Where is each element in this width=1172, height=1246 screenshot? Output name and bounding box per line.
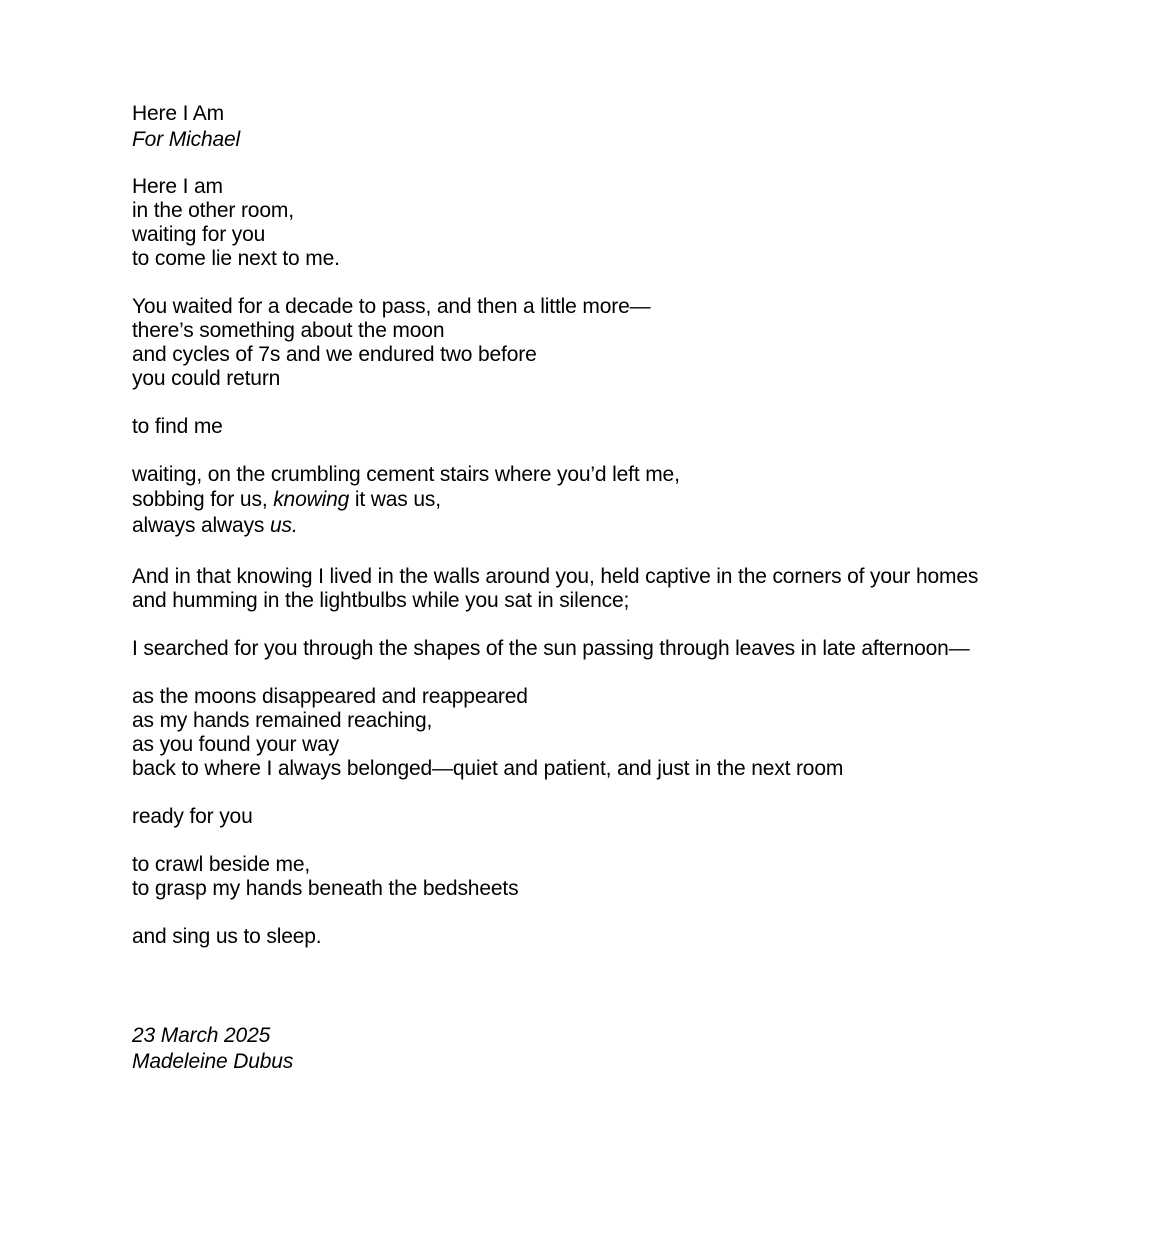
stanza-5 [132,565,1132,613]
poem-line: as you found your way [132,733,339,756]
stanza-4 [132,463,1132,539]
poem-line: You waited for a decade to pass, and then a little more— [132,295,651,318]
poem-line: to find me [132,415,223,438]
poem-heading [132,101,1132,153]
poem-line: And in that knowing I lived in the walls around you, held captive in the corners of your homes [132,565,979,588]
signature-block [132,1023,1132,1075]
stanza-2 [132,295,1132,391]
poem-author: Madeleine Dubus [132,1050,294,1073]
poem-line: back to where I always belonged—quiet and patient, and just in the next room [132,757,844,780]
poem-line: ready for you [132,805,253,828]
stanza-9 [132,853,1132,901]
line-text: sobbing for us, [132,488,274,511]
poem-line: and cycles of 7s and we endured two before [132,343,537,366]
poem-line: I searched for you through the shapes of the sun passing through leaves in late afternoon— [132,637,970,660]
poem-page [132,101,1132,1075]
poem-line: to grasp my hands beneath the bedsheets [132,877,519,900]
emphasis-text: us. [269,514,298,537]
stanza-8 [132,805,1132,829]
poem-line [132,487,1132,513]
line-text: always always [132,514,270,537]
poem-line: and sing us to sleep. [132,925,322,948]
poem-title: Here I Am [132,102,225,125]
poem-line: to crawl beside me, [132,853,311,876]
stanza-10 [132,925,1132,949]
poem-line: waiting for you [132,223,266,246]
poem-line: Here I am [132,175,223,198]
poem-line [132,513,1132,539]
poem-line: in the other room, [132,199,294,222]
stanza-7 [132,685,1132,781]
emphasis-text: knowing [273,488,350,511]
poem-line: to come lie next to me. [132,247,340,270]
stanza-3 [132,415,1132,439]
poem-line: and humming in the lightbulbs while you sat in silence; [132,589,630,612]
stanza-6 [132,637,1132,661]
poem-dedication: For Michael [132,128,241,151]
poem-line: as my hands remained reaching, [132,709,433,732]
poem-line: you could return [132,367,281,390]
poem-line: there’s something about the moon [132,319,445,342]
line-text: it was us, [349,488,441,511]
poem-line: waiting, on the crumbling cement stairs where you’d left me, [132,463,680,486]
poem-line: as the moons disappeared and reappeared [132,685,528,708]
poem-date: 23 March 2025 [132,1024,271,1047]
stanza-1 [132,175,1132,271]
